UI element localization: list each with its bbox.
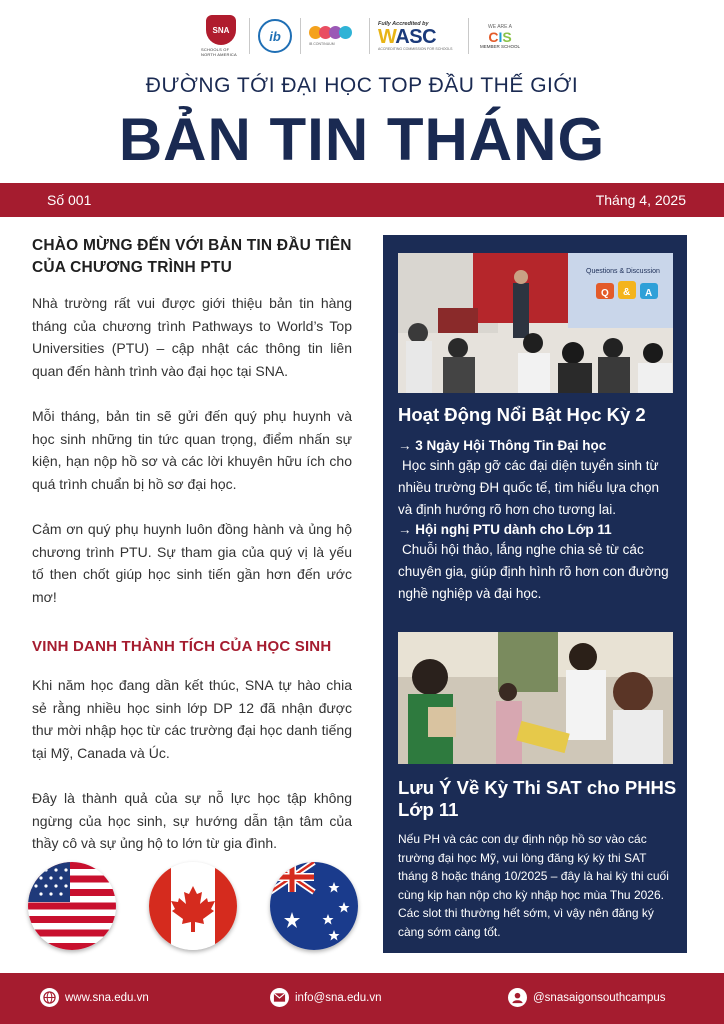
wasc-top: Fully Accredited by	[378, 21, 429, 27]
seminar-photo	[398, 253, 673, 393]
usa-flag-icon	[28, 862, 116, 950]
highlight-item-1-title: → 3 Ngày Hội Thông Tin Đại học	[398, 438, 607, 453]
sna-caption: SCHOOLS OF NORTH AMERICA	[201, 47, 237, 57]
thanks-paragraph: Cảm ơn quý phụ huynh luôn đồng hành và ủng hộ chương trình PTU. Sự tham gia của quý vị là yếu tố then chốt giúp học sinh tiến gần hơn đến ước mơ!	[32, 521, 352, 605]
sat-text: Nếu PH và các con dự định nộp hồ sơ vào các trường đại học Mỹ, vui lòng đăng ký kỳ thi SAT tháng 8 hoặc tháng 10/2025 – đây là hai kỳ thi cuối cùng kịp hạn nộp cho kỳ nhập học mùa Thu 2026. Các slot thi thường hết sớm, vì vậy nên đăng ký càng sớm càng tốt.	[398, 832, 669, 939]
footer-social[interactable]	[508, 988, 666, 1007]
ib-continuum-caption: IB CONTINUUM	[309, 42, 335, 46]
social-handle[interactable]: @snasaigonsouthcampus	[533, 991, 666, 1004]
honor-paragraph: Khi năm học đang dần kết thúc, SNA tự hào chia sẻ rằng nhiều học sinh lớp DP 12 đã nhận được thư mời nhập học từ các trường đại học danh tiếng tại Mỹ, Canada và Úc.	[32, 677, 352, 761]
intro-paragraph: Nhà trường rất vui được giới thiệu bản tin hàng tháng của chương trình Pathways to World’s Top Universities (PTU) – cập nhật các thông tin liên quan đến hành trình vào đại học tại SNA.	[32, 295, 352, 379]
highlights-panel	[383, 235, 687, 953]
honor-heading: VINH DANH THÀNH TÍCH CỦA HỌC SINH	[32, 638, 332, 655]
email-link[interactable]: info@sna.edu.vn	[295, 991, 382, 1004]
cis-mark: CIS	[488, 28, 512, 45]
newsletter-kicker: ĐƯỜNG TỚI ĐẠI HỌC TOP ĐẦU THẾ GIỚI	[145, 74, 579, 97]
cis-top: WE ARE A	[488, 23, 512, 30]
wasc-logo	[378, 14, 460, 58]
highlight-item-1-text: Học sinh gặp gỡ các đại diện tuyển sinh từ nhiều trường ĐH quốc tế, tìm hiểu lựa chọn và định hướng rõ hơn cho tương lai.	[398, 458, 660, 517]
logo-divider	[249, 18, 250, 54]
continuum-dots-icon	[309, 26, 349, 39]
logo-divider	[369, 18, 370, 54]
canada-flag-icon	[149, 862, 237, 950]
highlight-item-2-text: Chuỗi hội thảo, lắng nghe chia sẻ từ các chuyên gia, giúp định hình rõ hơn con đường nghề nghiệp và đại học.	[398, 542, 669, 601]
sat-heading: Lưu Ý Về Kỳ Thi SAT cho PHHS Lớp 11	[398, 777, 677, 820]
cis-logo	[477, 14, 523, 58]
sna-crest-badge: SNA	[206, 15, 236, 45]
highlight-item-2-title: → Hội nghị PTU dành cho Lớp 11	[398, 522, 612, 537]
wasc-caption: ACCREDITING COMMISSION FOR SCHOOLS	[378, 47, 453, 51]
highlights-list	[398, 438, 676, 605]
website-link[interactable]: www.sna.edu.vn	[65, 991, 149, 1004]
australia-flag-icon	[270, 862, 358, 950]
welcome-heading: CHÀO MỪNG ĐẾN VỚI BẢN TIN ĐẦU TIÊN CỦA CHƯƠNG TRÌNH PTU	[32, 237, 352, 276]
slide-tile-q: Q	[601, 288, 609, 299]
left-column	[32, 235, 352, 855]
highlights-heading: Hoạt Động Nổi Bật Học Kỳ 2	[398, 404, 646, 425]
footer	[0, 973, 724, 1024]
ib-logo	[258, 14, 292, 58]
monthly-paragraph: Mỗi tháng, bản tin sẽ gửi đến quý phụ huynh và học sinh những tin tức quan trọng, điểm nhấn sự kiện, hạn nộp hồ sơ và các lời khuyên hữu ích cho quá trình chuẩn bị hồ sơ đại học.	[32, 408, 352, 492]
issue-band	[0, 183, 724, 217]
slide-title: Questions & Discussion	[586, 268, 660, 275]
mail-icon	[270, 988, 289, 1007]
user-icon	[508, 988, 527, 1007]
ib-mark: ib	[258, 19, 292, 53]
achievement-paragraph: Đây là thành quả của sự nỗ lực học tập không ngừng của học sinh, sự hướng dẫn tận tâm của thầy cô và sự ủng hộ to lớn từ gia đình.	[32, 790, 352, 851]
slide-tile-a: A	[645, 288, 653, 299]
students-photo	[398, 632, 673, 764]
issue-date: Tháng 4, 2025	[595, 192, 686, 208]
footer-email[interactable]	[270, 988, 381, 1007]
ib-continuum-logo	[309, 14, 361, 58]
logo-divider	[300, 18, 301, 54]
issue-number: Số 001	[47, 192, 92, 208]
logo-divider	[468, 18, 469, 54]
footer-website[interactable]	[40, 988, 149, 1007]
slide-tile-and: &	[623, 287, 631, 298]
accreditation-logos	[0, 12, 724, 60]
country-flags	[28, 862, 358, 952]
sna-logo	[201, 14, 241, 58]
cis-member: MEMBER SCHOOL	[479, 43, 520, 49]
newsletter-title: BẢN TIN THÁNG	[118, 106, 606, 173]
globe-icon	[40, 988, 59, 1007]
wasc-mark: WASC	[378, 26, 437, 48]
